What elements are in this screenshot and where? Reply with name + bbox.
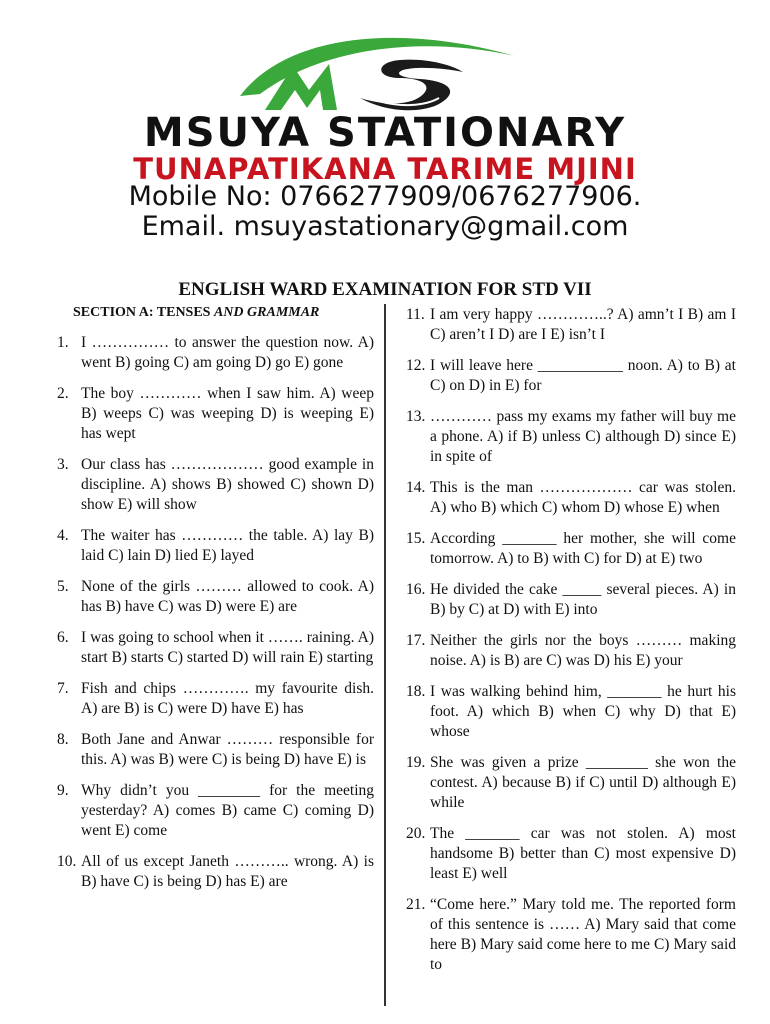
question-item: [406, 753, 736, 813]
question-text: Our class has ……………… good example in discipline. A) shows B) showed C) shown D) show E) will show: [81, 456, 374, 513]
question-number: 1.: [57, 334, 69, 351]
question-number: 8.: [57, 731, 69, 748]
question-text: Both Jane and Anwar ……… responsible for this. A) was B) were C) is being D) have E) is: [81, 731, 374, 768]
question-text: Neither the girls nor the boys ……… making noise. A) is B) are C) was D) his E) your: [430, 632, 736, 669]
column-divider: [384, 304, 386, 1006]
question-number: 4.: [57, 527, 69, 544]
question-item: [406, 305, 736, 345]
question-number: 21.: [406, 896, 426, 913]
question-text: The waiter has ………… the table. A) lay B) laid C) lain D) lied E) layed: [81, 527, 374, 564]
ms-swoosh-logo-icon: [225, 28, 525, 118]
question-item: [57, 455, 374, 515]
question-text: I will leave here ___________ noon. A) to B) at C) on D) in E) for: [430, 357, 736, 394]
question-item: [57, 384, 374, 444]
question-number: 14.: [406, 479, 426, 496]
question-item: [57, 852, 374, 892]
question-item: [406, 580, 736, 620]
question-number: 5.: [57, 578, 69, 595]
question-number: 2.: [57, 385, 69, 402]
question-number: 17.: [406, 632, 426, 649]
question-text: ………… pass my exams my father will buy me a phone. A) if B) unless C) although D) since E) in spite of: [430, 408, 736, 465]
section-heading-suffix: AND GRAMMAR: [213, 305, 320, 320]
question-text: I am very happy …………..? A) amn’t I B) am I C) aren’t I D) are I E) isn’t I: [430, 306, 736, 343]
section-heading-prefix: SECTION A: TENSES: [73, 305, 214, 320]
question-list-left: [57, 333, 374, 892]
question-text: “Come here.” Mary told me. The reported form of this sentence is …… A) Mary said that come here B) Mary said come here to me C) Mary said to: [430, 896, 736, 973]
question-item: [57, 679, 374, 719]
question-number: 13.: [406, 408, 426, 425]
brand-name: MSUYA STATIONARY: [143, 110, 627, 156]
brand-email: Email. msuyastationary@gmail.com: [141, 211, 629, 242]
question-text: She was given a prize ________ she won the contest. A) because B) if C) until D) although E) while: [430, 754, 736, 811]
brand-mobile: Mobile No: 0766277909/0676277906.: [128, 181, 642, 212]
question-item: [406, 529, 736, 569]
question-text: I was going to school when it ……. raining. A) start B) starts C) started D) will rain E) starting: [81, 629, 374, 666]
question-item: [406, 478, 736, 518]
question-item: [406, 356, 736, 396]
question-item: [406, 824, 736, 884]
question-number: 10.: [57, 853, 77, 870]
question-item: [57, 577, 374, 617]
question-number: 7.: [57, 680, 69, 697]
exam-title: ENGLISH WARD EXAMINATION FOR STD VII: [178, 279, 592, 300]
question-text: The _______ car was not stolen. A) most handsome B) better than C) most expensive D) least E) well: [430, 825, 736, 882]
question-number: 15.: [406, 530, 426, 547]
right-column: [406, 305, 736, 986]
question-item: [57, 333, 374, 373]
question-item: [57, 526, 374, 566]
question-text: This is the man ……………… car was stolen. A) who B) which C) whom D) whose E) when: [430, 479, 736, 516]
question-number: 18.: [406, 683, 426, 700]
question-text: All of us except Janeth ……….. wrong. A) is B) have C) is being D) has E) are: [81, 853, 374, 890]
brand-tagline: TUNAPATIKANA TARIME MJINI: [133, 152, 637, 186]
question-text: I …………… to answer the question now. A) went B) going C) am going D) go E) gone: [81, 334, 374, 371]
question-item: [406, 682, 736, 742]
question-text: The boy ………… when I saw him. A) weep B) weeps C) was weeping D) is weeping E) has wept: [81, 385, 374, 442]
question-text: According _______ her mother, she will come tomorrow. A) to B) with C) for D) at E) two: [430, 530, 736, 567]
question-number: 20.: [406, 825, 426, 842]
question-item: [406, 895, 736, 975]
question-number: 12.: [406, 357, 426, 374]
question-text: Fish and chips …………. my favourite dish. A) are B) is C) were D) have E) has: [81, 680, 374, 717]
question-number: 3.: [57, 456, 69, 473]
question-item: [406, 631, 736, 671]
question-number: 16.: [406, 581, 426, 598]
question-text: I was walking behind him, _______ he hurt his foot. A) which B) when C) why D) that E) whose: [430, 683, 736, 740]
question-number: 9.: [57, 782, 69, 799]
question-text: None of the girls ……… allowed to cook. A) has B) have C) was D) were E) are: [81, 578, 374, 615]
question-number: 11.: [406, 306, 425, 323]
question-text: He divided the cake _____ several pieces. A) in B) by C) at D) with E) into: [430, 581, 736, 618]
question-item: [57, 628, 374, 668]
question-item: [57, 781, 374, 841]
left-column: [57, 303, 374, 903]
question-item: [57, 730, 374, 770]
question-item: [406, 407, 736, 467]
question-list-right: [406, 305, 736, 975]
question-text: Why didn’t you ________ for the meeting yesterday? A) comes B) came C) coming D) went E) come: [81, 782, 374, 839]
section-heading: [73, 303, 374, 323]
question-number: 19.: [406, 754, 426, 771]
question-number: 6.: [57, 629, 69, 646]
